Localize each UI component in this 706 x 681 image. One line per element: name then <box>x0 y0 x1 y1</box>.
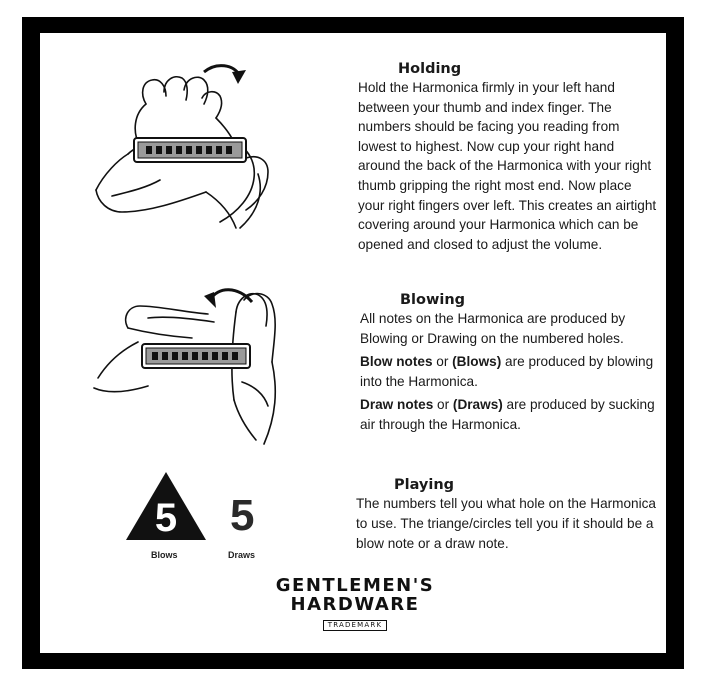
draw-number: 5 <box>230 491 255 540</box>
draw-notes-term: Draw notes <box>360 397 434 413</box>
blowing-section <box>360 292 660 435</box>
draws-label: Draws <box>228 550 256 560</box>
playing-section <box>356 477 656 554</box>
blow-notes-or: or <box>432 354 453 370</box>
playing-heading: Playing <box>394 477 455 493</box>
logo-line-2: HARDWARE <box>290 594 420 615</box>
blow-notes-text <box>360 352 660 391</box>
blow-number: 5 <box>154 496 178 540</box>
blows-abbr: (Blows) <box>452 354 502 370</box>
blowing-hands-illustration <box>88 282 294 448</box>
blow-notes-term: Blow notes <box>360 354 433 370</box>
holding-heading: Holding <box>398 61 462 77</box>
logo-trademark: TRADEMARK <box>323 620 388 631</box>
holding-text: Hold the Harmonica firmly in your left hand between your thumb and index finger. The numbers should be facing you reading from lowest to highest. Now cup your right hand around the back of the Harmonica with your right thumb gripping the right most end. Now place your right fingers over left. This creates an airtight covering around your Harmonica which can be opened and closed to adjust the volume. <box>358 80 657 252</box>
blows-label: Blows <box>151 550 178 560</box>
brand-logo <box>270 576 440 632</box>
logo-line-1: GENTLEMEN'S <box>275 575 435 596</box>
draw-notes-or: or <box>433 397 453 413</box>
draw-notes-rest: are produced by sucking air through the Harmonica. <box>360 397 655 432</box>
blowing-intro: All notes on the Harmonica are produced by Blowing or Drawing on the numbered holes. <box>360 311 626 346</box>
holding-hands-illustration <box>88 62 284 238</box>
blow-notes-rest: are produced by blowing into the Harmonica. <box>360 354 654 389</box>
blowing-heading: Blowing <box>400 292 466 308</box>
holding-section <box>358 61 658 254</box>
draws-abbr: (Draws) <box>452 397 503 413</box>
blow-triangle-icon <box>124 470 208 542</box>
draw-notes-text <box>360 395 660 434</box>
playing-text: The numbers tell you what hole on the Harmonica to use. The triange/circles tell you if it should be a blow note or a draw note. <box>356 496 656 551</box>
